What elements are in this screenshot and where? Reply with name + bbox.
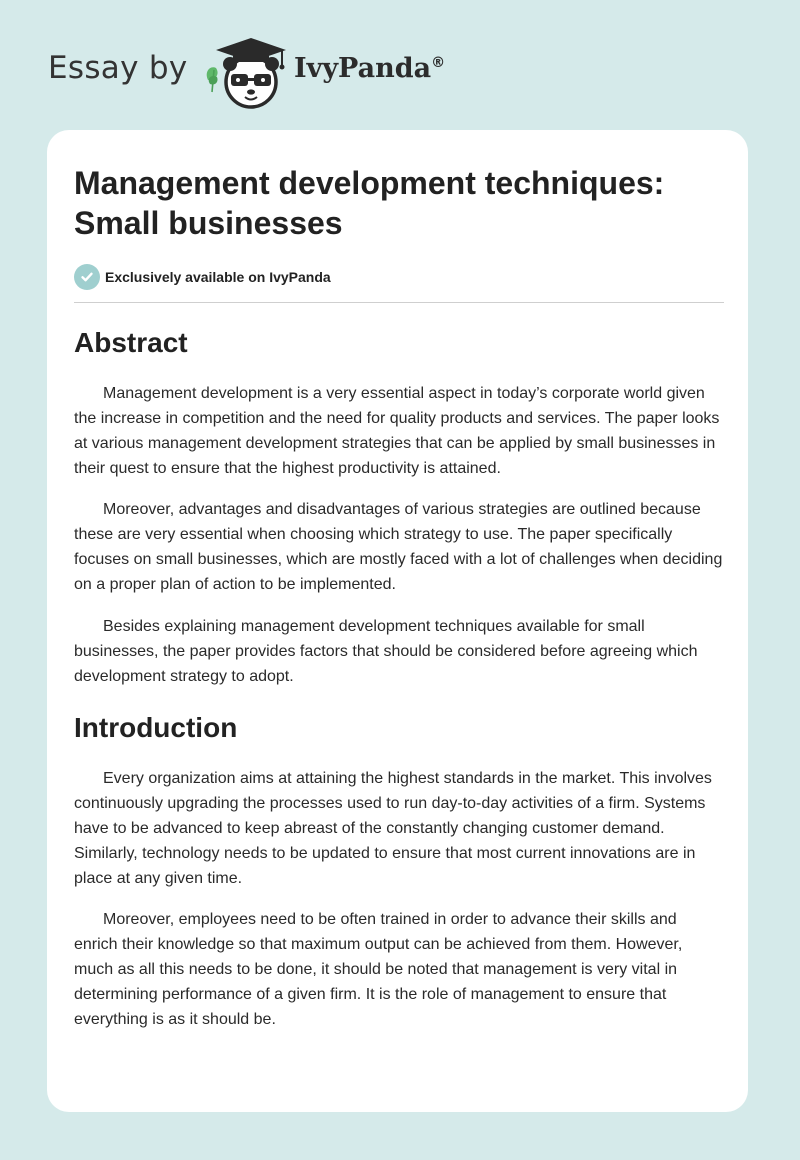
site-header: [48, 34, 508, 114]
paragraph: Management development is a very essential aspect in today’s corporate world given the increase in competition and the need for quality products and services. The paper looks at various management development strategies that can be applied by small businesses in their quest to ensure that the highest productivity is attained.: [74, 385, 720, 477]
paragraph: Every organization aims at attaining the highest standards in the market. This involves continuously upgrading the processes used to run day-to-day activities of a firm. Systems have to be advanced to keep abreast of the constantly changing customer demand. Similarly, technology needs to be updated to ensure that most current innovations are in place at any given time.: [74, 770, 712, 887]
essay-by-label: Essay by: [48, 50, 188, 86]
section-heading: Abstract: [74, 327, 188, 358]
check-circle-icon: [74, 264, 100, 290]
section-introduction: [74, 711, 724, 1032]
essay-title: Management development techniques: Small businesses: [74, 165, 665, 241]
paragraph: Moreover, advantages and disadvantages of various strategies are outlined because these are very essential when choosing which strategy to use. The paper specifically focuses on small businesses, which are mostly faced with a lot of challenges when deciding on a proper plan of action to be implemented.: [74, 501, 723, 593]
paragraph: Besides explaining management development techniques available for small businesses, the paper provides factors that should be considered before agreeing which development strategy to adopt.: [74, 618, 698, 685]
section-abstract: [74, 326, 724, 689]
paragraph: Moreover, employees need to be often trained in order to advance their skills and enrich their knowledge so that maximum output can be achieved from them. However, much as all this needs to be done, it should be noted that management is very vital in determining performance of a given firm. It is the role of management to ensure that everything is as it should be.: [74, 911, 683, 1028]
ivypanda-logo-text[interactable]: IvyPanda®: [294, 53, 446, 84]
title-divider: [74, 302, 724, 303]
exclusive-badge-label: Exclusively available on IvyPanda: [105, 269, 331, 285]
section-heading: Introduction: [74, 712, 238, 743]
essay-card: [47, 130, 748, 1112]
panda-graduate-icon[interactable]: [202, 34, 292, 110]
exclusive-badge: [74, 263, 331, 291]
